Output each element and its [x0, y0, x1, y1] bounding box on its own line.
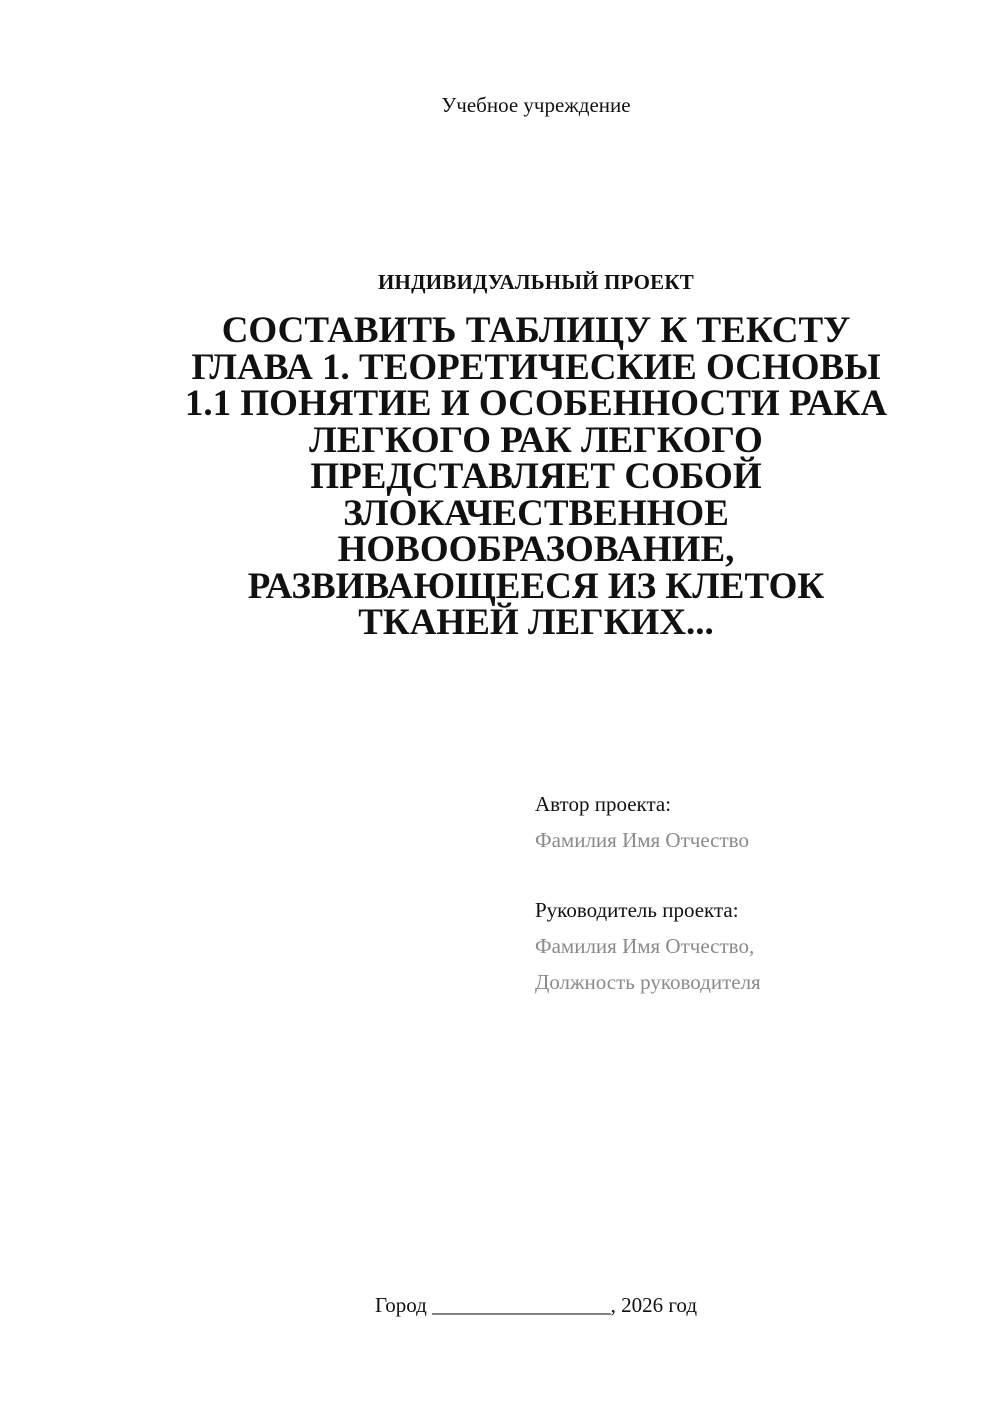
- title-line: ПРЕДСТАВЛЯЕТ СОБОЙ: [310, 456, 762, 497]
- title-line: СОСТАВИТЬ ТАБЛИЦУ К ТЕКСТУ: [221, 310, 851, 351]
- title-line: НОВООБРАЗОВАНИЕ,: [337, 529, 735, 570]
- supervisor-name: Фамилия Имя Отчество,: [535, 934, 755, 958]
- title-line: 1.1 ПОНЯТИЕ И ОСОБЕННОСТИ РАКА: [184, 383, 888, 424]
- author-name: Фамилия Имя Отчество: [535, 828, 749, 852]
- project-title: [150, 310, 922, 643]
- author-block: [535, 791, 975, 853]
- project-type-heading: ИНДИВИДУАЛЬНЫЙ ПРОЕКТ: [378, 270, 694, 294]
- title-line: ЗЛОКАЧЕСТВЕННОЕ: [343, 492, 729, 534]
- supervisor-block: [535, 897, 975, 995]
- title-line: ГЛАВА 1. ТЕОРЕТИЧЕСКИЕ ОСНОВЫ: [191, 346, 881, 388]
- city-year-line: Город _________________, 2026 год: [374, 1293, 698, 1317]
- title-line: РАЗВИВАЮЩЕЕСЯ ИЗ КЛЕТОК: [247, 565, 825, 607]
- supervisor-position: Должность руководителя: [535, 970, 761, 994]
- title-line: ЛЕГКОГО РАК ЛЕГКОГО: [309, 419, 763, 461]
- title-line: ТКАНЕЙ ЛЕГКИХ...: [358, 602, 714, 643]
- institution-name: Учебное учреждение: [441, 93, 631, 117]
- supervisor-label: Руководитель проекта:: [535, 898, 739, 922]
- author-label: Автор проекта:: [535, 792, 672, 816]
